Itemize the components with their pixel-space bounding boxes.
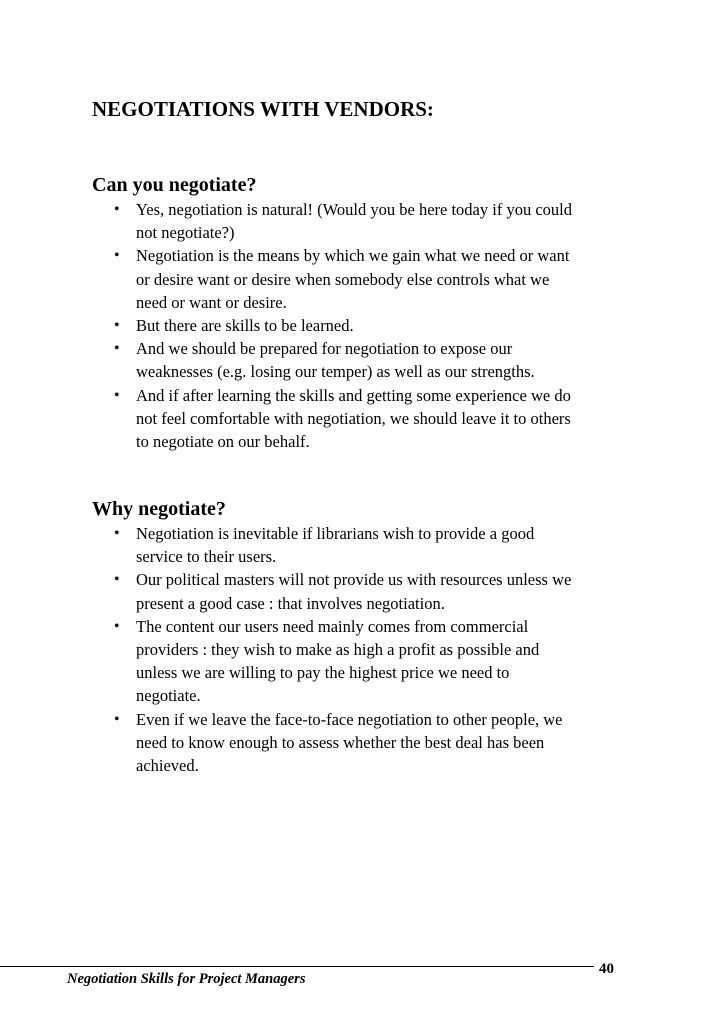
list-item-line: weaknesses (e.g. losing our temper) as well as our strengths. (136, 362, 535, 382)
list-item-line: Even if we leave the face-to-face negotiation to other people, we (136, 709, 563, 729)
list-item-line: or desire want or desire when somebody else controls what we (136, 269, 550, 289)
bullet-icon: • (114, 386, 120, 404)
footer-title: Negotiation Skills for Project Managers (67, 971, 306, 987)
section-heading: Why negotiate? (92, 498, 226, 520)
list-item (92, 708, 672, 778)
list-item-line: need to know enough to assess whether the best deal has been (136, 732, 545, 752)
list-item-line: Yes, negotiation is natural! (Would you be here today if you could (136, 200, 572, 219)
list-item (92, 384, 672, 454)
list-item (92, 568, 672, 614)
list-item-line: Negotiation is the means by which we gain what we need or want (136, 246, 570, 266)
list-item (92, 337, 672, 383)
list-item-line: But there are skills to be learned. (136, 316, 354, 336)
list-item (92, 615, 672, 708)
list-item-line: service to their users. (136, 547, 277, 567)
bullet-list (92, 522, 672, 777)
list-item-line: to negotiate on our behalf. (136, 432, 310, 452)
list-item-line: And if after learning the skills and getting some experience we do (136, 385, 571, 405)
list-item-line: achieved. (136, 756, 199, 776)
section-heading: Can you negotiate? (92, 174, 257, 196)
list-item (92, 198, 672, 244)
list-item-line: Negotiation is inevitable if librarians wish to provide a good (136, 524, 535, 543)
bullet-icon: • (114, 571, 120, 589)
list-item (92, 522, 672, 568)
bullet-icon: • (114, 340, 120, 358)
list-item-line: not negotiate?) (136, 223, 235, 243)
section-why-negotiate (92, 496, 672, 777)
list-item (92, 314, 672, 337)
list-item (92, 244, 672, 314)
page-title: NEGOTIATIONS WITH VENDORS: (92, 97, 434, 121)
bullet-icon: • (114, 247, 120, 265)
list-item-line: The content our users need mainly comes from commercial (136, 616, 529, 636)
list-item-line: present a good case : that involves negotiation. (136, 593, 445, 613)
list-item-line: Our political masters will not provide us with resources unless we (136, 570, 572, 590)
page-number: 40 (599, 961, 614, 977)
section-can-you-negotiate (92, 172, 672, 453)
list-item-line: need or want or desire. (136, 292, 287, 312)
list-item-line: And we should be prepared for negotiation to expose our (136, 339, 513, 359)
list-item-line: not feel comfortable with negotiation, we should leave it to others (136, 408, 571, 428)
bullet-list (92, 198, 672, 453)
bullet-icon: • (114, 617, 120, 635)
bullet-icon: • (114, 525, 120, 542)
bullet-icon: • (114, 201, 120, 218)
list-item-line: unless we are willing to pay the highest price we need to (136, 663, 510, 683)
bullet-icon: • (114, 317, 120, 335)
list-item-line: negotiate. (136, 686, 201, 706)
list-item-line: providers : they wish to make as high a profit as possible and (136, 640, 540, 660)
page-footer (0, 958, 728, 998)
bullet-icon: • (114, 710, 120, 728)
footer-divider (0, 966, 594, 967)
